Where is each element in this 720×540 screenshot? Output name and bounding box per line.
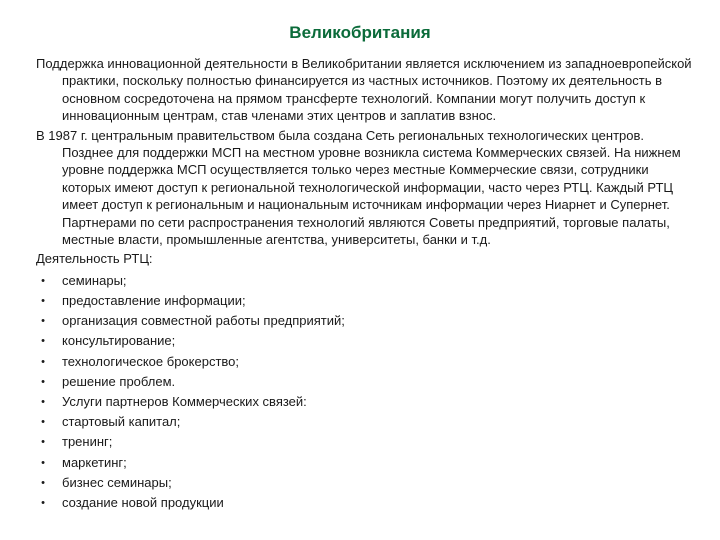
list-item xyxy=(36,412,696,432)
bullet-icon: • xyxy=(41,274,45,287)
page-title: Великобритания xyxy=(289,23,431,42)
list-item-text: организация совместной работы предприятий; xyxy=(62,313,345,329)
bullet-icon: • xyxy=(41,375,45,388)
list-item-text: бизнес семинары; xyxy=(62,474,172,490)
list-item-text: создание новой продукции xyxy=(62,494,224,510)
list-item-text: предоставление информации; xyxy=(62,293,246,309)
list-item-text: Услуги партнеров Коммерческих связей: xyxy=(62,394,307,409)
list-item xyxy=(36,352,696,372)
list-item-text: стартовый капитал; xyxy=(62,414,181,430)
list-item xyxy=(36,493,696,513)
bullet-icon: • xyxy=(41,315,45,328)
bullet-icon: • xyxy=(41,496,45,509)
bullet-icon: • xyxy=(41,355,45,368)
list-item xyxy=(36,331,696,351)
bullet-icon: • xyxy=(41,436,45,449)
activity-list xyxy=(36,271,696,513)
list-item xyxy=(36,473,696,493)
list-item-text: решение проблем. xyxy=(62,373,176,389)
list-item xyxy=(36,392,696,412)
list-item-text: семинары; xyxy=(62,272,127,288)
slide-body xyxy=(36,55,696,513)
activity-heading: Деятельность РТЦ: xyxy=(36,251,153,267)
list-item-text: тренинг; xyxy=(62,434,113,450)
list-item-text: технологическое брокерство; xyxy=(62,353,240,369)
list-item-text: консультирование; xyxy=(62,333,176,349)
list-item xyxy=(36,453,696,473)
list-item xyxy=(36,372,696,392)
paragraph-private-funding: Поддержка инновационной деятельности в Великобритании является исключением из западноевропейской практики, поскольку полностью финансируется из частных источников. Поэтому их деятельность в основном сосредоточена на прямом трансферте технологий. Компании могут получить доступ к инновационным центрам, став членами этих центров и заплатив взнос. xyxy=(36,56,692,124)
list-item xyxy=(36,311,696,331)
bullet-icon: • xyxy=(41,295,45,308)
bullet-icon: • xyxy=(41,416,45,429)
list-item xyxy=(36,432,696,452)
list-item xyxy=(36,271,696,291)
bullet-icon: • xyxy=(41,335,45,348)
list-item-text: маркетинг; xyxy=(62,454,127,470)
paragraph-rtc-network: В 1987 г. центральным правительством была создана Сеть региональных технологических центров. Позднее для поддержки МСП на местном уровне возникла система Коммерческих связей. На нижнем уровне поддержка МСП осуществляется только через местные Коммерческие связи, сотрудники которых имеют доступ к региональной технологической информации, часто через РТЦ. Каждый РТЦ имеет доступ к региональным и национальным источникам информации через Ниарнет и Супернет. Партнерами по сети распространения технологий являются Советы предприятий, торговые палаты, местные власти, промышленные агентства, университеты, банки и т.д. xyxy=(36,127,681,248)
bullet-icon: • xyxy=(41,476,45,489)
list-item xyxy=(36,291,696,311)
bullet-icon: • xyxy=(41,396,45,408)
bullet-icon: • xyxy=(41,456,45,469)
